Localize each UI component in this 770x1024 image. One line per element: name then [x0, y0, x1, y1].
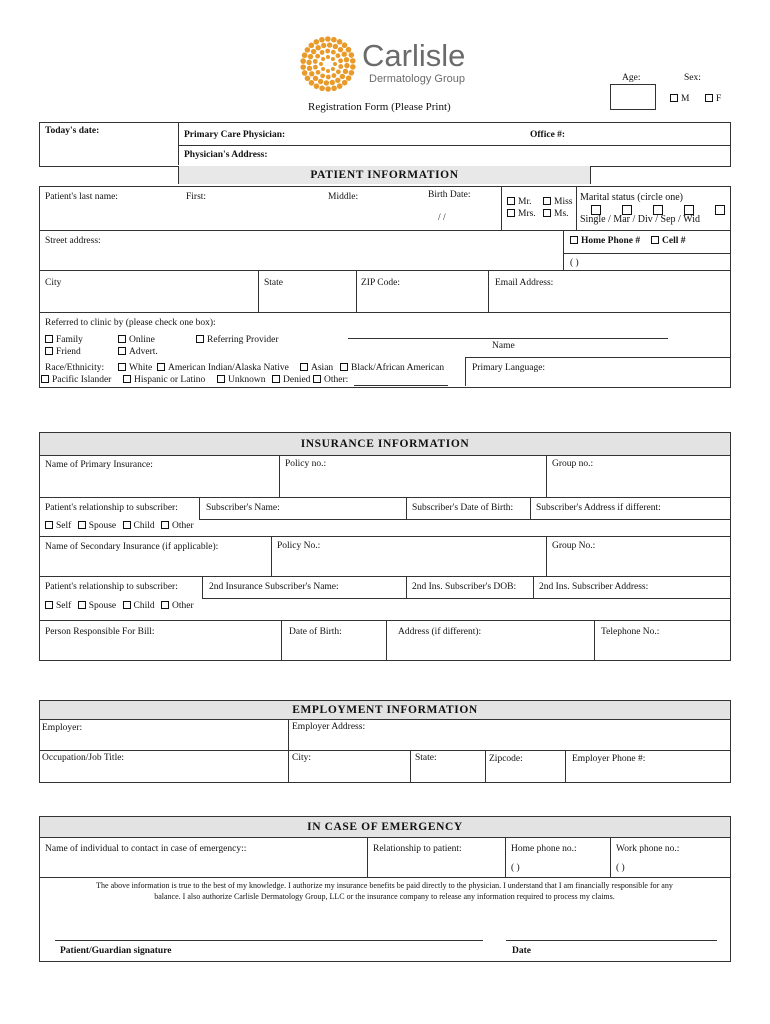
race-pacific[interactable]: Pacific Islander — [41, 375, 111, 385]
title-miss[interactable]: Miss — [543, 197, 572, 207]
logo-dot — [313, 65, 318, 70]
logo-dot — [338, 58, 343, 63]
primary-language-label: Primary Language: — [472, 363, 546, 373]
middle-name-label: Middle: — [328, 192, 359, 202]
logo-dot — [335, 78, 340, 83]
logo-dot — [321, 67, 325, 71]
race-other-checkbox[interactable] — [313, 375, 321, 383]
race-asian[interactable]: Asian — [300, 363, 333, 373]
race-white-checkbox[interactable] — [118, 363, 126, 371]
sex-f-option[interactable] — [705, 94, 721, 104]
logo-dot — [320, 73, 325, 78]
title-mrs[interactable]: Mrs. — [507, 209, 536, 219]
birth-date-slashes: / / — [438, 213, 446, 223]
sex-f-label: F — [716, 94, 722, 104]
marital-widowed-checkbox[interactable] — [715, 205, 725, 215]
phone-parens: ( ) — [570, 258, 579, 268]
logo-dot — [300, 64, 306, 70]
sex-m-option[interactable] — [670, 94, 689, 104]
telephone-label: Telephone No.: — [601, 627, 660, 637]
logo-dot — [350, 64, 356, 70]
logo-dot — [326, 69, 330, 73]
logo-dot — [316, 70, 321, 75]
rel2-child-checkbox[interactable] — [123, 601, 131, 609]
race-other-line[interactable] — [354, 385, 448, 386]
race-native-checkbox[interactable] — [157, 363, 165, 371]
form-title: Registration Form (Please Print) — [308, 101, 451, 113]
brand-subtitle: Dermatology Group — [369, 73, 465, 85]
cell-phone-option[interactable]: Cell # — [651, 236, 685, 246]
logo-dot — [318, 79, 323, 84]
ref-online-checkbox[interactable] — [118, 335, 126, 343]
logo-dot — [319, 62, 323, 66]
ms-checkbox[interactable] — [543, 209, 551, 217]
policy-label: Policy no.: — [285, 459, 327, 469]
logo-dot — [321, 57, 325, 61]
relationship-label: Patient's relationship to subscriber: — [45, 503, 178, 513]
subscriber2-name-label: 2nd Insurance Subscriber's Name: — [209, 582, 339, 592]
rel-options-1[interactable]: Self Spouse Child Other — [45, 521, 194, 531]
logo-dot — [337, 83, 343, 89]
logo-dot — [333, 62, 337, 66]
disclaimer-line-1: The above information is true to the best of my knowledge. I authorize my insurance benefits be paid directly to the physician. I understand that I am financially responsible for any — [96, 881, 673, 890]
race-denied[interactable]: Denied — [272, 375, 310, 385]
title-ms[interactable]: Ms. — [543, 209, 569, 219]
race-label: Race/Ethnicity: — [45, 363, 105, 373]
logo-dot — [305, 47, 311, 53]
race-asian-checkbox[interactable] — [300, 363, 308, 371]
logo-dot — [309, 71, 314, 76]
logo-dot — [338, 64, 343, 69]
logo-dot — [307, 66, 312, 71]
employer-label: Employer: — [42, 723, 83, 733]
logo-dot — [342, 80, 348, 86]
rel-options-2[interactable]: Self Spouse Child Other — [45, 601, 194, 611]
disclaimer — [42, 880, 727, 902]
race-unknown-checkbox[interactable] — [217, 375, 225, 383]
logo-dot — [331, 67, 335, 71]
referrer-name-label: Name — [492, 341, 515, 351]
rel2-other-checkbox[interactable] — [161, 601, 169, 609]
mr-checkbox[interactable] — [507, 197, 515, 205]
logo-dot — [324, 80, 329, 85]
sex-m-label: M — [681, 94, 690, 104]
rel-self-checkbox[interactable] — [45, 521, 53, 529]
emergency-relationship-label: Relationship to patient: — [373, 844, 462, 854]
street-address-label: Street address: — [45, 236, 101, 246]
group2-label: Group No.: — [552, 541, 596, 551]
emp-city-label: City: — [292, 753, 312, 763]
subscriber-name-label: Subscriber's Name: — [206, 503, 280, 513]
race-hispanic-checkbox[interactable] — [123, 375, 131, 383]
logo-dot — [336, 53, 341, 58]
mrs-checkbox[interactable] — [507, 209, 515, 217]
rel2-self-checkbox[interactable] — [45, 601, 53, 609]
race-pacific-checkbox[interactable] — [41, 375, 49, 383]
sex-m-checkbox[interactable] — [670, 94, 678, 102]
policy2-label: Policy No.: — [277, 541, 321, 551]
emp-state-label: State: — [415, 753, 437, 763]
race-hispanic[interactable]: Hispanic or Latino — [123, 375, 205, 385]
emp-zip-label: Zipcode: — [489, 754, 523, 764]
signature-line[interactable] — [55, 940, 483, 941]
primary-insurance-label: Name of Primary Insurance: — [45, 460, 153, 470]
race-unknown[interactable]: Unknown — [217, 375, 265, 385]
rel2-spouse-checkbox[interactable] — [78, 601, 86, 609]
date-line[interactable] — [506, 940, 717, 941]
logo-dot — [333, 44, 338, 49]
physician-address-label: Physician's Address: — [184, 150, 268, 160]
logo-dot — [331, 85, 337, 91]
logo-dot — [313, 39, 319, 45]
home-phone-parens: ( ) — [511, 863, 520, 873]
birth-date-label: Birth Date: — [428, 190, 471, 200]
logo-dot — [302, 70, 308, 76]
home-phone-option[interactable]: Home Phone # — [570, 236, 640, 246]
first-name-label: First: — [186, 192, 207, 202]
title-mr[interactable]: Mr. — [507, 197, 531, 207]
logo-dot — [349, 70, 355, 76]
cell-phone-checkbox[interactable] — [651, 236, 659, 244]
occupation-label: Occupation/Job Title: — [42, 753, 125, 763]
race-black[interactable]: Black/African American — [340, 363, 444, 373]
logo-dot — [344, 57, 349, 62]
logo-sunburst-icon — [298, 34, 358, 94]
logo-dot — [308, 54, 313, 59]
ref-family[interactable]: Family — [45, 335, 83, 345]
city-label: City — [45, 278, 62, 288]
logo-dot — [326, 75, 331, 80]
logo-dot — [331, 50, 336, 55]
emergency-heading: IN CASE OF EMERGENCY — [39, 816, 731, 838]
logo-dot — [302, 52, 308, 58]
ref-referring-checkbox[interactable] — [196, 335, 204, 343]
logo-dot — [311, 49, 316, 54]
logo-dot — [349, 52, 355, 58]
logo-dot — [306, 60, 311, 65]
date-label: Date — [512, 946, 531, 956]
logo-dot — [346, 75, 352, 81]
logo-dot — [309, 80, 315, 86]
emergency-work-phone-label: Work phone no.: — [616, 844, 680, 854]
group-label: Group no.: — [552, 459, 594, 469]
logo-dot — [315, 54, 320, 59]
rel-child-checkbox[interactable] — [123, 521, 131, 529]
race-native[interactable]: American Indian/Alaska Native — [157, 363, 289, 373]
employer-address-label: Employer Address: — [292, 722, 366, 732]
todays-date-label: Today's date: — [45, 126, 100, 136]
logo-dot — [346, 47, 352, 53]
logo-dot — [326, 55, 330, 59]
logo-dot — [342, 42, 348, 48]
email-label: Email Address: — [495, 278, 554, 288]
ref-referring[interactable]: Referring Provider — [196, 335, 279, 345]
logo-dot — [325, 49, 330, 54]
logo-dot — [340, 74, 345, 79]
race-white[interactable]: White — [118, 363, 152, 373]
race-other[interactable]: Other: — [313, 375, 348, 385]
subscriber2-dob-label: 2nd Ins. Subscriber's DOB: — [412, 582, 517, 592]
logo-dot — [350, 58, 356, 64]
logo-dot — [309, 43, 315, 49]
signature-label: Patient/Guardian signature — [60, 946, 172, 956]
logo-dot — [319, 86, 325, 92]
marital-label: Marital status (circle one) — [580, 192, 684, 203]
logo-dot — [321, 43, 326, 48]
logo-dot — [331, 37, 337, 43]
ref-advert[interactable]: Advert. — [118, 347, 158, 357]
employer-phone-label: Employer Phone #: — [572, 754, 646, 764]
race-denied-checkbox[interactable] — [272, 375, 280, 383]
patient-info-heading: PATIENT INFORMATION — [178, 166, 591, 184]
zip-label: ZIP Code: — [361, 278, 400, 288]
subscriber2-address-label: 2nd Ins. Subscriber Address: — [539, 582, 649, 592]
logo-dot — [330, 80, 335, 85]
miss-checkbox[interactable] — [543, 197, 551, 205]
dob-label: Date of Birth: — [289, 627, 342, 637]
ref-online[interactable]: Online — [118, 335, 155, 345]
office-label: Office #: — [530, 130, 566, 140]
logo-dot — [315, 45, 320, 50]
work-phone-parens: ( ) — [616, 863, 625, 873]
ref-friend[interactable]: Friend — [45, 347, 81, 357]
race-black-checkbox[interactable] — [340, 363, 348, 371]
relationship2-label: Patient's relationship to subscriber: — [45, 582, 178, 592]
last-name-label: Patient's last name: — [45, 192, 118, 202]
logo-dot — [342, 51, 347, 56]
subscriber-address-label: Subscriber's Address if different: — [536, 503, 661, 513]
emergency-home-phone-label: Home phone no.: — [511, 844, 577, 854]
logo-dot — [300, 58, 306, 64]
referred-label: Referred to clinic by (please check one box): — [45, 318, 216, 328]
ref-family-checkbox[interactable] — [45, 335, 53, 343]
marital-options: Single / Mar / Div / Sep / Wid — [580, 214, 700, 225]
logo-dot — [313, 76, 318, 81]
logo-dot — [332, 73, 337, 78]
logo-dot — [327, 42, 332, 47]
logo-dot — [338, 47, 343, 52]
logo-dot — [314, 83, 320, 89]
logo-dot — [320, 50, 325, 55]
logo-dot — [313, 59, 318, 64]
brand-name: Carlisle — [362, 38, 466, 73]
emergency-contact-label: Name of individual to contact in case of emergency:: — [45, 844, 247, 854]
employment-heading: EMPLOYMENT INFORMATION — [39, 700, 731, 720]
primary-care-label: Primary Care Physician: — [184, 130, 286, 140]
logo-dot — [337, 39, 343, 45]
sex-f-checkbox[interactable] — [705, 94, 713, 102]
rel-other-checkbox[interactable] — [161, 521, 169, 529]
logo-dot — [344, 63, 349, 68]
ref-advert-checkbox[interactable] — [118, 347, 126, 355]
state-label: State — [264, 278, 283, 288]
age-label: Age: — [622, 73, 641, 83]
responsible-label: Person Responsible For Bill: — [45, 627, 155, 637]
logo-dot — [325, 36, 331, 42]
logo-dot — [319, 37, 325, 43]
logo-dot — [325, 86, 331, 92]
rel-spouse-checkbox[interactable] — [78, 521, 86, 529]
age-input[interactable] — [610, 84, 656, 110]
sex-label: Sex: — [684, 73, 701, 83]
logo-dot — [305, 75, 311, 81]
employment-block — [39, 719, 731, 783]
logo-dot — [343, 69, 348, 74]
subscriber-dob-label: Subscriber's Date of Birth: — [412, 503, 514, 513]
secondary-insurance-label: Name of Secondary Insurance (if applicable): — [45, 542, 219, 552]
ref-friend-checkbox[interactable] — [45, 347, 53, 355]
logo-dot — [336, 69, 341, 74]
address-diff-label: Address (if different): — [398, 627, 482, 637]
logo-dot — [331, 57, 335, 61]
home-phone-checkbox[interactable] — [570, 236, 578, 244]
disclaimer-line-2: balance. I also authorize Carlisle Dermatology Group, LLC or the insurance company to release any information required to process my claims. — [154, 892, 615, 901]
insurance-heading: INSURANCE INFORMATION — [39, 432, 731, 456]
